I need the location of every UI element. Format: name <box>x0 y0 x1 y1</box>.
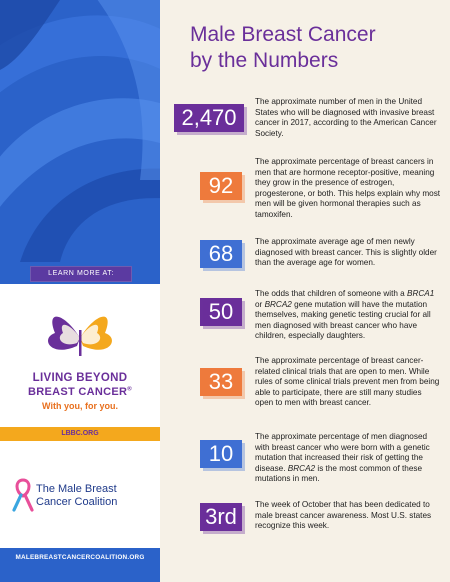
learn-more-band <box>0 262 160 284</box>
stat-number: 10 <box>200 440 242 468</box>
decorative-blue-art <box>0 0 160 262</box>
stat-description: The odds that children of someone with a BRCA1 or BRCA2 gene mutation will have the mutation themselves, making genetic testing crucial for all men diagnosed with breast cancer who have children, especially daughters. <box>255 289 435 340</box>
stat-number: 33 <box>200 368 242 396</box>
lbbc-tagline: With you, for you. <box>42 401 118 411</box>
stat-number: 92 <box>200 172 242 200</box>
awareness-ribbon-icon <box>10 478 36 512</box>
learn-more-label: LEARN MORE AT: <box>30 266 132 282</box>
stat-description: The approximate percentage of breast cancers in men that are hormone receptor-positive, meaning they grow in the presence of estrogen, progesterone, or both. This helps explain why most men will be given hormonal therapies such as tamoxifen. <box>255 157 441 219</box>
lbbc-url[interactable]: LBBC.ORG <box>0 427 160 441</box>
lbbc-name-line2: BREAST CANCER® <box>28 386 132 398</box>
mbcc-name: The Male Breast Cancer Coalition <box>36 483 118 508</box>
butterfly-logo-icon <box>25 308 135 368</box>
stat-number: 50 <box>200 298 242 326</box>
stat-number: 68 <box>200 240 242 268</box>
stat-description: The approximate percentage of breast cancer-related clinical trials that are open to men. While rules of some clinical trials prevent men from being able to participate, there are still many studies open to men with breast cancer. <box>255 356 440 407</box>
sidebar <box>0 0 160 582</box>
stat-description: The week of October that has been dedicated to male breast cancer awareness. Most U.S. states recognize this week. <box>255 500 432 530</box>
page-title: Male Breast Cancer by the Numbers <box>190 23 376 72</box>
stat-description: The approximate number of men in the United States who will be diagnosed with invasive breast cancer in 2017, according to the American Cancer Society. <box>255 97 437 138</box>
registered-mark: ® <box>127 386 132 393</box>
stat-number: 3rd <box>200 503 242 531</box>
bottom-blue-strip <box>0 568 160 582</box>
stat-description: The approximate average age of men newly diagnosed with breast cancer. This is slightly older than the average age for women. <box>255 237 437 267</box>
lbbc-name-line1: LIVING BEYOND <box>32 372 128 384</box>
mbcc-url[interactable]: MALEBREASTCANCERCOALITION.ORG <box>0 548 160 568</box>
stat-description: The approximate percentage of men diagnosed with breast cancer who were born with a genetic mutation that increased their risk of getting the disease. BRCA2 is the most common of these mutations in men. <box>255 432 430 483</box>
stat-number: 2,470 <box>174 104 244 132</box>
